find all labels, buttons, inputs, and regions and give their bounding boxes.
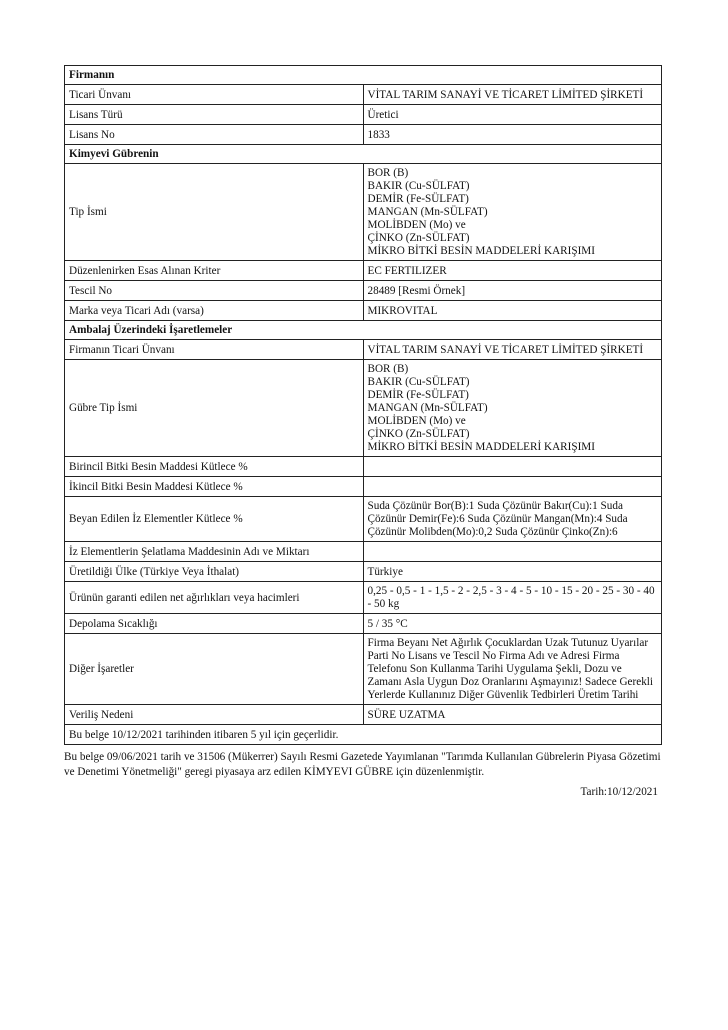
- type-name-list: [363, 360, 662, 457]
- row-value: 28489 [Resmi Örnek]: [363, 281, 662, 301]
- section-heading: Kimyevi Gübrenin: [65, 145, 662, 164]
- type-line: BAKIR (Cu-SÜLFAT): [367, 376, 470, 388]
- row-value: 1833: [363, 125, 662, 145]
- row-label: Ticari Ünvanı: [65, 85, 364, 105]
- type-line: MOLİBDEN (Mo) ve: [367, 219, 466, 231]
- table-row: [65, 301, 662, 321]
- table-row: [65, 105, 662, 125]
- type-line: MANGAN (Mn-SÜLFAT): [367, 402, 488, 414]
- row-label: İz Elementlerin Şelatlama Maddesinin Adı ve Miktarı: [65, 542, 364, 562]
- table-row: [65, 634, 662, 705]
- table-row: [65, 281, 662, 301]
- type-name-list: [363, 164, 662, 261]
- table-row: [65, 340, 662, 360]
- table-row: [65, 614, 662, 634]
- section-heading: Ambalaj Üzerindeki İşaretlemeler: [65, 321, 662, 340]
- row-label: Beyan Edilen İz Elementler Kütlece %: [65, 497, 364, 542]
- section-fertilizer: [65, 145, 662, 164]
- section-packaging: [65, 321, 662, 340]
- section-heading: Firmanın: [65, 66, 662, 85]
- row-value: [363, 457, 662, 477]
- table-row: [65, 705, 662, 725]
- row-label: Düzenlenirken Esas Alınan Kriter: [65, 261, 364, 281]
- type-line: BAKIR (Cu-SÜLFAT): [367, 180, 470, 192]
- row-value: Üretici: [363, 105, 662, 125]
- row-label: Ürünün garanti edilen net ağırlıkları veya hacimleri: [65, 582, 364, 614]
- table-row: [65, 477, 662, 497]
- type-line: MOLİBDEN (Mo) ve: [367, 415, 466, 427]
- section-firm: [65, 66, 662, 85]
- row-value: Firma Beyanı Net Ağırlık Çocuklardan Uzak Tutunuz Uyarılar Parti No Lisans ve Tescil No Firma Adı ve Adresi Firma Telefonu Son Kullanma Tarihi Uygulama Şekli, Dozu ve Zamanı Asla Uygun Doz Oranlarını Aşmayınız! Sadece Gerekli Yerlerde Kullanınız Diğer Güvenlik Tedbirleri Üretim Tarihi: [363, 634, 662, 705]
- row-label: Birincil Bitki Besin Maddesi Kütlece %: [65, 457, 364, 477]
- validity-row: [65, 725, 662, 745]
- type-line: BOR (B): [367, 167, 409, 179]
- row-label: Diğer İşaretler: [65, 634, 364, 705]
- row-label: Üretildiği Ülke (Türkiye Veya İthalat): [65, 562, 364, 582]
- document-date: Tarih:10/12/2021: [580, 786, 658, 798]
- table-row: [65, 261, 662, 281]
- type-line: ÇİNKO (Zn-SÜLFAT): [367, 232, 470, 244]
- row-label: Marka veya Ticari Adı (varsa): [65, 301, 364, 321]
- type-line: DEMİR (Fe-SÜLFAT): [367, 389, 469, 401]
- row-value: SÜRE UZATMA: [363, 705, 662, 725]
- row-label: Depolama Sıcaklığı: [65, 614, 364, 634]
- table-row: [65, 360, 662, 457]
- row-label: Lisans Türü: [65, 105, 364, 125]
- table-row: [65, 85, 662, 105]
- type-line: DEMİR (Fe-SÜLFAT): [367, 193, 469, 205]
- table-row: [65, 542, 662, 562]
- row-value: Suda Çözünür Bor(B):1 Suda Çözünür Bakır(Cu):1 Suda Çözünür Demir(Fe):6 Suda Çözünür Mangan(Mn):4 Suda Çözünür Molibden(Mo):0,2 Suda Çözünür Çinko(Zn):6: [363, 497, 662, 542]
- table-row: [65, 497, 662, 542]
- row-value: [363, 477, 662, 497]
- certificate-table: [64, 65, 662, 745]
- row-label: Gübre Tip İsmi: [65, 360, 364, 457]
- table-row: [65, 164, 662, 261]
- row-label: Tip İsmi: [65, 164, 364, 261]
- row-value: 0,25 - 0,5 - 1 - 1,5 - 2 - 2,5 - 3 - 4 - 5 - 10 - 15 - 20 - 25 - 30 - 40 - 50 kg: [363, 582, 662, 614]
- row-label: Lisans No: [65, 125, 364, 145]
- type-line: BOR (B): [367, 363, 409, 375]
- table-row: [65, 457, 662, 477]
- row-value: MIKROVITAL: [363, 301, 662, 321]
- type-line: MANGAN (Mn-SÜLFAT): [367, 206, 488, 218]
- row-value: Türkiye: [363, 562, 662, 582]
- table-row: [65, 582, 662, 614]
- regulation-footnote: Bu belge 09/06/2021 tarih ve 31506 (Mükerrer) Sayılı Resmi Gazetede Yayımlanan "Tarımda Kullanılan Gübrelerin Piyasa Gözetimi ve Denetimi Yönetmeliği" geregi piyasaya arz edilen KİMYEVI GÜBRE için düzenlenmiştir.: [64, 751, 661, 778]
- table-row: [65, 562, 662, 582]
- row-value: 5 / 35 °C: [363, 614, 662, 634]
- type-line: MİKRO BİTKİ BESİN MADDELERİ KARIŞIMI: [367, 441, 595, 453]
- row-label: İkincil Bitki Besin Maddesi Kütlece %: [65, 477, 364, 497]
- type-line: MİKRO BİTKİ BESİN MADDELERİ KARIŞIMI: [367, 245, 595, 257]
- row-value: VİTAL TARIM SANAYİ VE TİCARET LİMİTED ŞİRKETİ: [363, 85, 662, 105]
- row-label: Tescil No: [65, 281, 364, 301]
- row-value: [363, 542, 662, 562]
- type-line: ÇİNKO (Zn-SÜLFAT): [367, 428, 470, 440]
- row-value: EC FERTILIZER: [363, 261, 662, 281]
- row-value: VİTAL TARIM SANAYİ VE TİCARET LİMİTED ŞİRKETİ: [363, 340, 662, 360]
- row-label: Firmanın Ticari Ünvanı: [65, 340, 364, 360]
- table-row: [65, 125, 662, 145]
- row-label: Veriliş Nedeni: [65, 705, 364, 725]
- validity-note: Bu belge 10/12/2021 tarihinden itibaren 5 yıl için geçerlidir.: [65, 725, 662, 745]
